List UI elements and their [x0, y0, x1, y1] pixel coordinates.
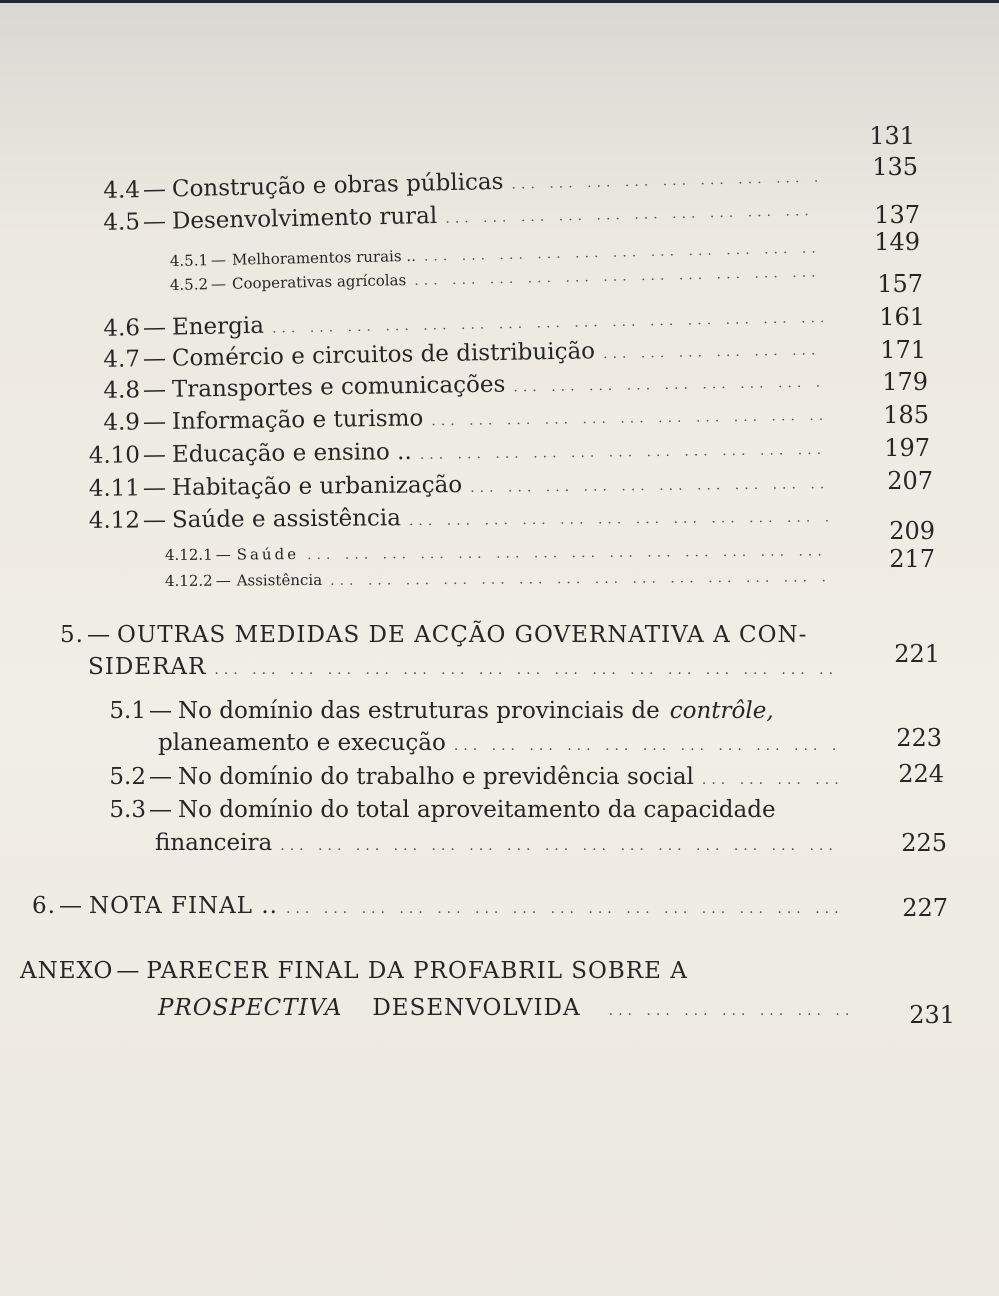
entry-dash: —: [116, 958, 141, 984]
entry-number: 4.12.1: [164, 545, 213, 564]
entry-number: 4.12: [88, 507, 141, 534]
entry-dash: —: [142, 409, 167, 436]
entry-title-line1: No domínio do total aproveitamento da capacidade: [178, 797, 776, 823]
toc-entry[interactable]: [80, 797, 850, 827]
entry-title-line2: DESENVOLVIDA: [372, 995, 581, 1021]
page-number: 225: [901, 829, 947, 857]
entry-number: 4.7: [103, 346, 141, 373]
toc-entry-continuation[interactable]: [155, 830, 840, 860]
entry-title: Melhoramentos rurais ..: [231, 246, 417, 269]
leader-dots: [280, 838, 840, 854]
entry-number: 4.5: [103, 209, 141, 236]
entry-number: 4.10: [88, 442, 141, 469]
toc-entry[interactable]: [165, 567, 830, 602]
toc-section-heading[interactable]: [20, 958, 850, 988]
page-number: 157: [877, 270, 923, 298]
page-number: 224: [898, 760, 944, 788]
entry-title-italic: contrôle,: [669, 698, 774, 724]
leader-dots: [286, 901, 842, 917]
entry-title: Cooperativas agrícolas: [231, 271, 407, 293]
leader-dots: [409, 509, 830, 529]
leader-dots: [214, 662, 836, 678]
entry-dash: —: [210, 250, 227, 270]
leader-dots: [603, 342, 823, 362]
toc-entry-continuation[interactable]: [158, 730, 838, 760]
leader-dots: [272, 310, 823, 337]
page-number: 171: [880, 336, 926, 364]
page-number: 137: [874, 201, 920, 229]
entry-number: ANEXO: [20, 958, 114, 984]
leader-dots: [511, 170, 820, 193]
page-number: 179: [882, 368, 928, 396]
entry-number: 6.: [32, 893, 56, 919]
entry-title: Comércio e circuitos de distribuição: [171, 338, 596, 372]
page-number: 207: [887, 467, 933, 495]
leader-dots: [609, 1003, 848, 1019]
entry-number: 4.5.1: [169, 251, 209, 270]
leader-dots: [330, 569, 830, 588]
page-number: 161: [879, 303, 925, 331]
page-number: 221: [894, 640, 940, 668]
page-edge: [0, 0, 999, 3]
entry-dash: —: [142, 314, 167, 342]
entry-dash: —: [142, 176, 167, 204]
entry-title-line1: OUTRAS MEDIDAS DE ACÇÃO GOVERNATIVA A CON-: [117, 622, 808, 648]
entry-dash: —: [149, 698, 172, 724]
entry-dash: —: [142, 208, 167, 236]
entry-dash: —: [142, 507, 167, 534]
entry-title-italic: PROSPECTIVA: [158, 995, 343, 1021]
entry-title: Energia: [171, 312, 265, 341]
entry-dash: —: [59, 893, 83, 919]
toc-section-heading[interactable]: [20, 893, 842, 923]
leader-dots: [454, 738, 838, 754]
entry-title: No domínio do trabalho e previdência social: [178, 764, 694, 790]
entry-number: 4.9: [103, 409, 141, 436]
entry-title-line2: planeamento e execução: [158, 730, 446, 756]
entry-title: Transportes e comunicações: [171, 371, 506, 403]
entry-number: 4.12.2: [164, 571, 213, 590]
entry-title: Assistência: [236, 570, 323, 590]
entry-number: 4.8: [103, 377, 141, 404]
toc-entry[interactable]: [86, 764, 838, 794]
entry-number: 5.1: [109, 698, 146, 724]
entry-dash: —: [142, 345, 167, 373]
leader-dots: [702, 772, 838, 788]
entry-dash: —: [142, 441, 167, 469]
entry-title-line1: No domínio das estruturas provinciais de: [178, 698, 660, 724]
entry-title: Desenvolvimento rural: [171, 202, 438, 235]
page-number: 135: [872, 153, 918, 181]
entry-title: Construção e obras públicas: [171, 168, 504, 203]
page-number: 131: [869, 122, 915, 150]
entry-dash: —: [142, 475, 167, 502]
entry-dash: —: [149, 797, 172, 823]
entry-dash: —: [215, 571, 231, 590]
leader-dots: [420, 442, 828, 463]
page-number: 223: [896, 724, 942, 752]
entry-number: 4.4: [103, 177, 141, 204]
entry-title-line1: PARECER FINAL DA PROFABRIL SOBRE A: [146, 958, 688, 984]
entry-title: Informação e turismo: [171, 405, 424, 435]
page-number: 185: [883, 401, 929, 429]
entry-title: Saúde: [236, 545, 300, 564]
toc-entry[interactable]: [80, 434, 828, 473]
entry-dash: —: [87, 622, 111, 648]
entry-number: 4.5.2: [169, 275, 209, 294]
entry-number: 4.11: [88, 475, 141, 502]
leader-dots: [424, 240, 820, 264]
entry-number: 5.: [60, 622, 84, 648]
entry-number: 4.6: [103, 315, 141, 342]
page-number: 149: [874, 228, 920, 256]
entry-number: 5.3: [109, 797, 146, 823]
page-number: 217: [889, 545, 935, 573]
toc-section-heading[interactable]: [28, 622, 838, 652]
entry-dash: —: [210, 274, 227, 294]
page-number: 197: [884, 434, 930, 462]
toc-entry[interactable]: [80, 468, 830, 506]
entry-title: NOTA FINAL ..: [89, 893, 278, 919]
entry-dash: —: [142, 376, 167, 404]
toc-entry-continuation[interactable]: [88, 654, 836, 684]
entry-title-line2: SIDERAR: [88, 654, 207, 680]
page-number: 231: [909, 1001, 955, 1029]
leader-dots: [470, 476, 830, 496]
entry-title: Educação e ensino ..: [171, 438, 412, 468]
leader-dots: [431, 408, 827, 430]
entry-dash: —: [149, 764, 172, 790]
entry-title-line2: financeira: [155, 830, 273, 856]
leader-dots: [445, 203, 820, 227]
leader-dots: [513, 375, 825, 396]
entry-title: Habitação e urbanização: [171, 471, 463, 502]
entry-dash: —: [215, 545, 231, 564]
toc-entry[interactable]: [80, 501, 830, 538]
leader-dots: [307, 543, 830, 563]
toc-entry-continuation[interactable]: [158, 995, 848, 1025]
entry-number: 5.2: [109, 764, 146, 790]
page-number: 209: [889, 517, 935, 545]
toc-entry[interactable]: [86, 698, 846, 728]
page-number: 227: [902, 894, 948, 922]
entry-title: Saúde e assistência: [171, 505, 402, 534]
